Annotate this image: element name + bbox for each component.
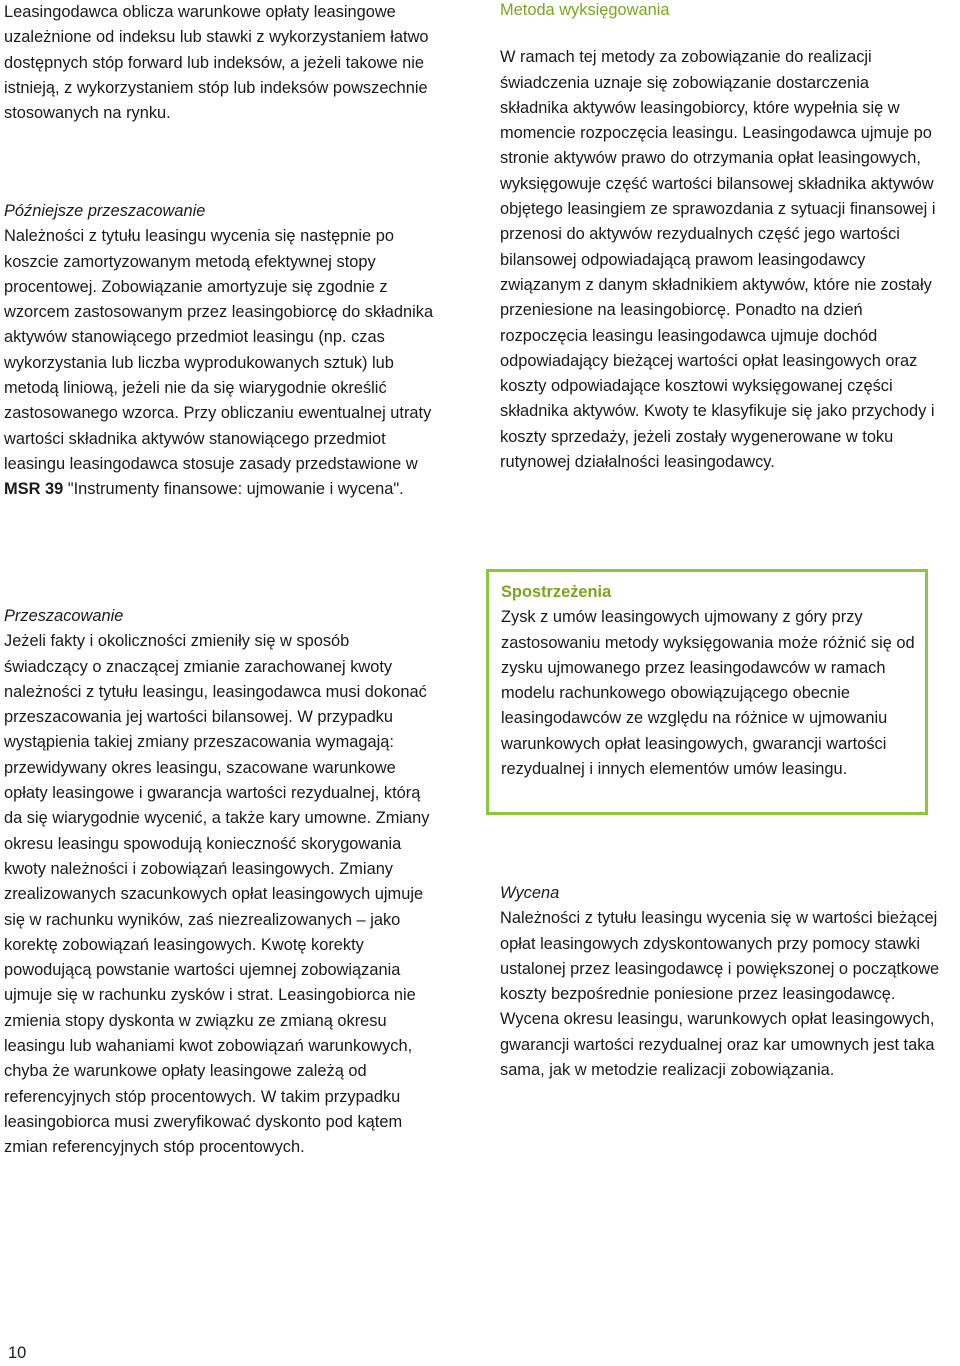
later-revaluation-text: Należności z tytułu leasingu wycenia się następnie po koszcie zamortyzowanym metodą efektywnej stopy procentowej. Zobowiązanie amortyzuje się zgodnie z wzorcem zastosowanym przez leasingobiorcę do składnika aktywów stanowiącego przedmiot leasingu (np. czas wykorzystania lub liczba wyprodukowanych sztuk) lub metodą liniową, jeżeli nie da się wiarygodnie określić zastosowanego wzorca. Przy obliczaniu ewentualnej utraty wartości składnika aktywów stanowiącego przedmiot leasingu leasingodawca stosuje zasady przedstawione w [4, 227, 434, 473]
later-revaluation-section [4, 199, 444, 503]
derecognition-heading: Metoda wyksięgowania [500, 1, 670, 19]
later-revaluation-text-end: "Instrumenty finansowe: ujmowanie i wycena". [63, 480, 404, 499]
revaluation-heading: Przeszacowanie [4, 607, 124, 625]
revaluation-section [4, 604, 444, 1161]
later-revaluation-paragraph [4, 224, 444, 502]
left-column [4, 0, 444, 126]
insights-heading: Spostrzeżenia [501, 583, 612, 601]
standard-reference: MSR 39 [4, 480, 64, 499]
intro-paragraph: Leasingodawca oblicza warunkowe opłaty leasingowe uzależnione od indeksu lub stawki z wykorzystaniem łatwo dostępnych stóp forward lub indeksów, a jeżeli takowe nie istnieją, z wykorzystaniem stóp lub indeksów powszechnie stosowanych na rynku. [4, 3, 429, 123]
insights-content [501, 580, 921, 782]
revaluation-paragraph: Jeżeli fakty i okoliczności zmieniły się w sposób świadczący o znaczącej zmianie zarachowanej kwoty należności z tytułu leasingu, leasingodawca musi dokonać przeszacowania jej wartości bilansowej. W przypadku wystąpienia takiej zmiany przeszacowania wymagają: przewidywany okres leasingu, szacowane warunkowe opłaty leasingowe i gwarancja wartości rezydualnej, którą da się wiarygodnie wycenić, a także kary umowne. Zmiany okresu leasingu spowodują konieczność skorygowania kwoty należności i zobowiązań leasingowych. Zmiany zrealizowanych szacunkowych opłat leasingowych ujmuje się w rachunku wyników, zaś niezrealizowanych – jako korektę zobowiązań leasingowych. Kwotę korekty powodującą powstanie wartości ujemnej zobowiązania ujmuje się w rachunku zysków i strat. Leasingobiorca nie zmienia stopy dyskonta w związku ze zmianą okresu leasingu lub wahaniami kwot zobowiązań warunkowych, chyba że warunkowe opłaty leasingowe zależą od referencyjnych stóp procentowych. W takim przypadku leasingobiorca musi zweryfikować dyskonto pod kątem zmian referencyjnych stóp procentowych. [4, 632, 430, 1157]
insights-box [486, 569, 928, 815]
valuation-paragraph: Należności z tytułu leasingu wycenia się w wartości bieżącej opłat leasingowych zdyskontowanych przy pomocy stawki ustalonej przez leasingodawcę i powiększonej o początkowe koszty bezpośrednie poniesione przez leasingodawcę. Wycena okresu leasingu, warunkowych opłat leasingowych, gwarancji wartości rezydualnej oraz kar umownych jest taka sama, jak w metodzie realizacji zobowiązania. [500, 909, 940, 1080]
valuation-heading: Wycena [500, 884, 560, 902]
valuation-section [500, 881, 940, 1083]
page-number: 10 [8, 1344, 27, 1362]
derecognition-paragraph: W ramach tej metody za zobowiązanie do realizacji świadczenia uznaje się zobowiązanie dostarczenia składnika aktywów leasingobiorcy, które wypełnia się w momencie rozpoczęcia leasingu. Leasingodawca ujmuje po stronie aktywów prawo do otrzymania opłat leasingowych, wyksięgowuje część wartości bilansowej składnika aktywów objętego leasingiem ze sprawozdania z sytuacji finansowej i przenosi do aktywów rezydualnych część jego wartości bilansowej odpowiadającą prawom leasingodawcy związanym z danym składnikiem aktywów, które nie zostały przeniesione na leasingobiorcę. Ponadto na dzień rozpoczęcia leasingu leasingodawca ujmuje dochód odpowiadający bieżącej wartości opłat leasingowych oraz koszty odpowiadające kosztowi wyksięgowanej części składnika aktywów. Kwoty te klasyfikuje się jako przychody i koszty sprzedaży, jeżeli zostały wygenerowane w toku rutynowej działalności leasingodawcy. [500, 48, 936, 472]
insights-paragraph: Zysk z umów leasingowych ujmowany z góry przy zastosowaniu metody wyksięgowania może różnić się od zysku ujmowanego przez leasingodawców w ramach modelu rachunkowego obowiązującego obecnie leasingodawców ze względu na różnice w ujmowaniu warunkowych opłat leasingowych, gwarancji wartości rezydualnej i innych elementów umów leasingu. [501, 608, 915, 779]
later-revaluation-heading: Późniejsze przeszacowanie [4, 202, 206, 220]
derecognition-section [500, 0, 940, 475]
